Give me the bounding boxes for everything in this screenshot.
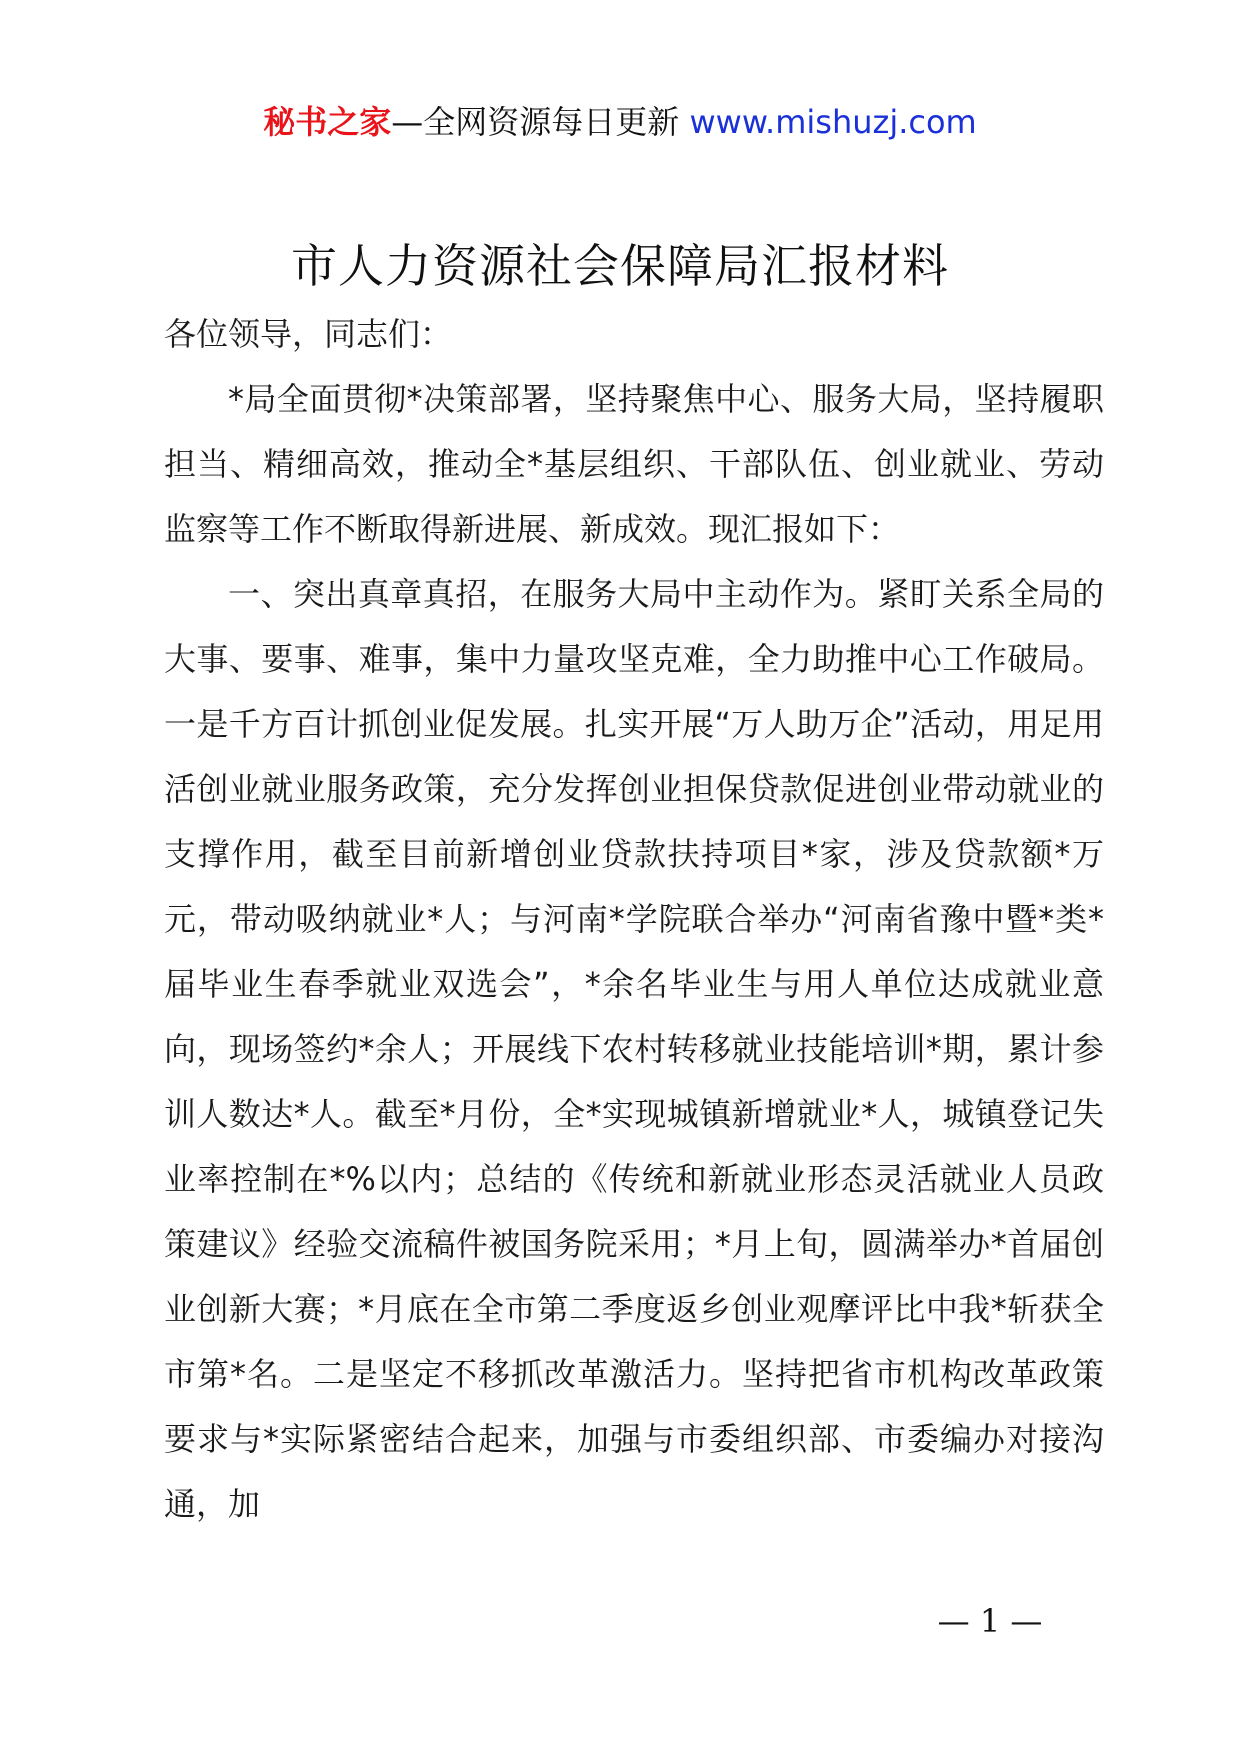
brand-name: 秘书之家	[263, 103, 392, 141]
page-number: — 1 —	[937, 1602, 1043, 1640]
document-body	[164, 302, 1104, 1537]
salutation: 各位领导，同志们：	[164, 315, 453, 353]
site-header-banner	[0, 100, 1240, 144]
site-url-link[interactable]: www.mishuzj.com	[689, 103, 977, 141]
body-paragraph-intro: *局全面贯彻*决策部署，坚持聚焦中心、服务大局，坚持履职担当、精细高效，推动全*基层组织、干部队伍、创业就业、劳动监察等工作不断取得新进展、新成效。现汇报如下：	[164, 380, 1104, 548]
document-title: 市人力资源社会保障局汇报材料	[291, 239, 949, 293]
header-tagline: —全网资源每日更新	[391, 103, 680, 141]
body-paragraph-section-one: 一、突出真章真招，在服务大局中主动作为。紧盯关系全局的大事、要事、难事，集中力量攻坚克难，全力助推中心工作破局。一是千方百计抓创业促发展。扎实开展“万人助万企”活动，用足用活创业就业服务政策，充分发挥创业担保贷款促进创业带动就业的支撑作用，截至目前新增创业贷款扶持项目*家，涉及贷款额*万元，带动吸纳就业*人；与河南*学院联合举办“河南省豫中暨*类*届毕业生春季就业双选会”，*余名毕业生与用人单位达成就业意向，现场签约*余人；开展线下农村转移就业技能培训*期，累计参训人数达*人。截至*月份，全*实现城镇新增就业*人，城镇登记失业率控制在*%以内；总结的《传统和新就业形态灵活就业人员政策建议》经验交流稿件被国务院采用；*月上旬，圆满举办*首届创业创新大赛；*月底在全市第二季度返乡创业观摩评比中我*斩获全市第*名。二是坚定不移抓改革激活力。坚持把省市机构改革政策要求与*实际紧密结合起来，加强与市委组织部、市委编办对接沟通，加	[164, 575, 1104, 1523]
